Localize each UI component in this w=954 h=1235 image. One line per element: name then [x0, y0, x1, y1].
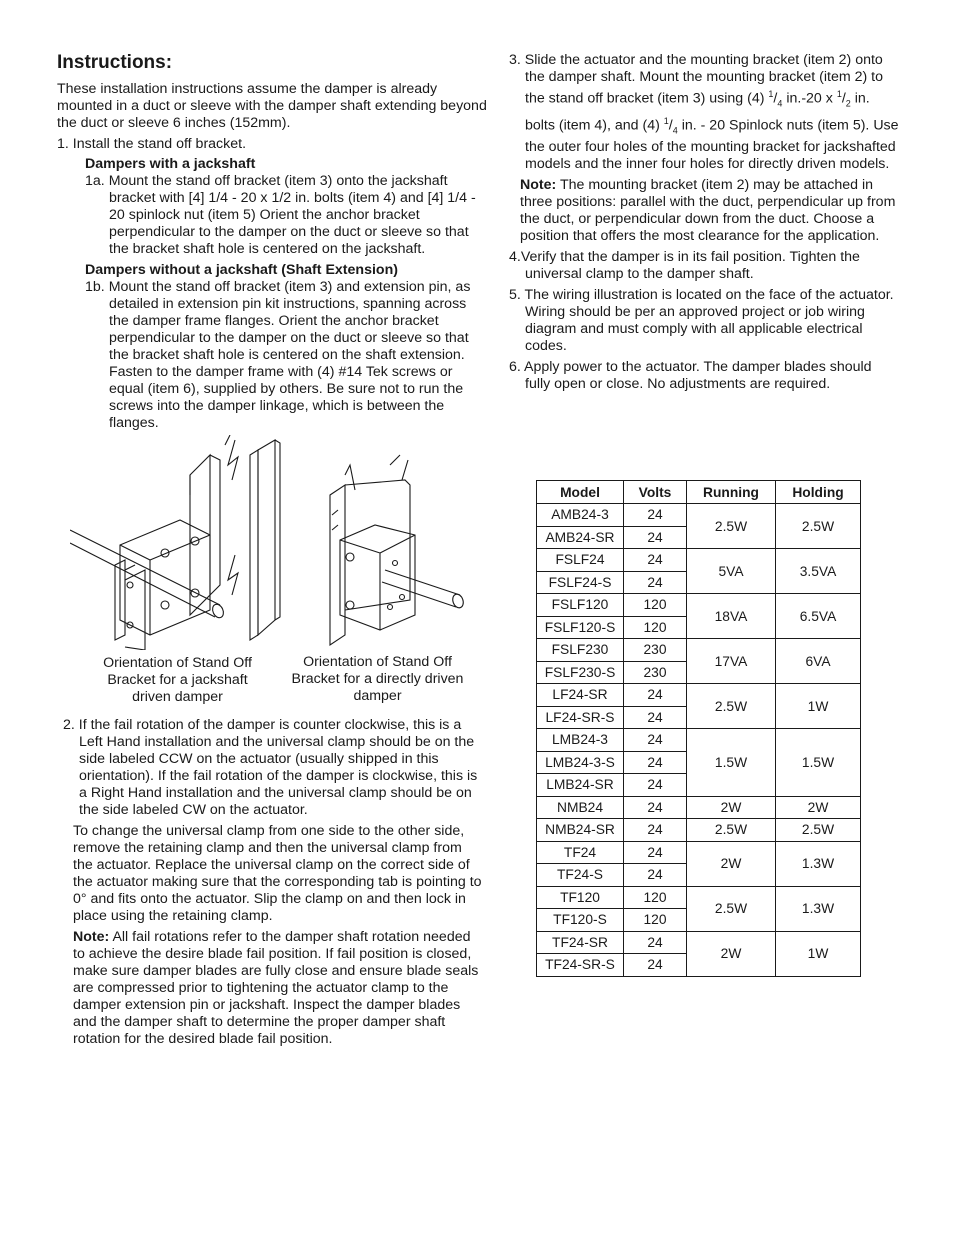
- holding-cell: 1.3W: [776, 886, 861, 931]
- holding-cell: 2.5W: [776, 504, 861, 549]
- running-cell: 2W: [687, 931, 776, 976]
- step-3-text-b: in.-20 x: [782, 90, 837, 107]
- volts-cell: 24: [624, 841, 687, 864]
- volts-cell: 24: [624, 504, 687, 527]
- header-model: Model: [537, 481, 624, 504]
- step-3-note-text: The mounting bracket (item 2) may be attached in three positions: parallel with the duct, perpendicular up from the duct, or perpendicular down from the duct. Choose a position that offers the most clearance for the application.: [520, 177, 896, 245]
- holding-cell: 1.5W: [776, 729, 861, 797]
- table-row: [537, 729, 861, 752]
- running-cell: 2.5W: [687, 819, 776, 842]
- table-row: [537, 796, 861, 819]
- holding-cell: 6.5VA: [776, 594, 861, 639]
- volts-cell: 24: [624, 819, 687, 842]
- note-label: Note:: [520, 177, 557, 194]
- jackshaft-heading: Dampers with a jackshaft: [85, 156, 256, 172]
- volts-cell: 24: [624, 526, 687, 549]
- intro-paragraph: These installation instructions assume the damper is already mounted in a duct or sleeve with the damper shaft extending beyond the duct or sleeve 6 inches (152mm).: [57, 81, 487, 131]
- step-2: 2. If the fail rotation of the damper is counter clockwise, this is a Left Hand installation and the universal clamp should be on the side labeled CCW on the actuator (usually shipped in this orientation). If the fail rotation of the damper is clockwise, this is a Right Hand installation and the universal clamp should be on the side labeled CW on the actuator.: [63, 717, 478, 818]
- model-cell: LF24-SR-S: [537, 706, 624, 729]
- direct-drive-bracket-illustration: [320, 435, 500, 650]
- table-row: [537, 886, 861, 909]
- model-cell: NMB24-SR: [537, 819, 624, 842]
- step-2-note-text: All fail rotations refer to the damper shaft rotation needed to achieve the desire blade fail position. If fail position is closed, make sure damper blades are fully close and ensure blade seals are compressed prior to tightening the actuator clamp to the damper extension pin or jackshaft. Inspect the damper blades and the damper shaft to determine the proper damper shaft rotation for the desired blade fail position.: [73, 929, 479, 1047]
- volts-cell: 24: [624, 931, 687, 954]
- volts-cell: 24: [624, 729, 687, 752]
- note-label: Note:: [73, 929, 110, 945]
- header-volts: Volts: [624, 481, 687, 504]
- model-cell: FSLF230-S: [537, 661, 624, 684]
- table-row: [537, 594, 861, 617]
- model-cell: TF120: [537, 886, 624, 909]
- table-row: [537, 841, 861, 864]
- model-cell: LMB24-3-S: [537, 751, 624, 774]
- holding-cell: 1W: [776, 684, 861, 729]
- header-holding: Holding: [776, 481, 861, 504]
- volts-cell: 24: [624, 684, 687, 707]
- step-6: 6. Apply power to the actuator. The damper blades should fully open or close. No adjustments are required.: [509, 359, 872, 393]
- volts-cell: 24: [624, 751, 687, 774]
- model-cell: NMB24: [537, 796, 624, 819]
- step-1a-number: 1a.: [85, 173, 105, 189]
- right-column: [509, 52, 899, 397]
- model-cell: FSLF230: [537, 639, 624, 662]
- table-row: [537, 639, 861, 662]
- no-jackshaft-heading: Dampers without a jackshaft (Shaft Extension): [85, 262, 398, 278]
- model-cell: FSLF120: [537, 594, 624, 617]
- volts-cell: 120: [624, 886, 687, 909]
- step-2-change-clamp: To change the universal clamp from one side to the other side, remove the retaining clamp and then the universal clamp from the actuator. Replace the universal clamp on the correct side of the actuator making sure that the corresponding tab is pointing to 0° and fits onto the actuator. Slip the clamp on and then lock in place using the retaining clamp.: [73, 823, 482, 924]
- jackshaft-bracket-illustration: [70, 435, 290, 650]
- page-title: Instructions:: [57, 52, 173, 73]
- volts-cell: 120: [624, 616, 687, 639]
- volts-cell: 230: [624, 661, 687, 684]
- model-cell: TF24-S: [537, 864, 624, 887]
- fraction-numerator: 1: [836, 89, 842, 99]
- running-cell: 17VA: [687, 639, 776, 684]
- holding-cell: 1.3W: [776, 841, 861, 886]
- volts-cell: 230: [624, 639, 687, 662]
- model-cell: TF120-S: [537, 909, 624, 932]
- table-row: [537, 549, 861, 572]
- volts-cell: 24: [624, 571, 687, 594]
- model-cell: AMB24-SR: [537, 526, 624, 549]
- model-cell: TF24-SR: [537, 931, 624, 954]
- fraction-denominator: 4: [672, 125, 678, 136]
- fraction-numerator: 1: [663, 115, 669, 126]
- holding-cell: 3.5VA: [776, 549, 861, 594]
- model-cell: LMB24-SR: [537, 774, 624, 797]
- step-3-text-a: 3. Slide the actuator and the mounting bracket (item 2) onto the damper shaft. Mount the mounting bracket (item 2) to the stand off bracket (item 3) using (4): [509, 52, 884, 107]
- figure-2-caption: Orientation of Stand Off Bracket for a directly driven damper: [291, 654, 464, 704]
- step-3: 3. Slide the actuator and the mounting bracket (item 2) onto the damper shaft. Mount the mounting bracket (item 2) to the stand off bracket (item 3) using (4) $^1/_4$ in.-20 x $^1/_2$ in. bolts (item 4), and (4) $^1/_4$ in. - 20 Spinlock nuts (item 5). Use the outer four holes of the mounting bracket for jackshafted models and the inner four holes for directly driven models.: [509, 52, 899, 173]
- fraction-numerator: 1: [768, 89, 774, 99]
- fraction-denominator: 2: [845, 98, 851, 109]
- step-4: 4.Verify that the damper is in its fail position. Tighten the universal clamp to the damper shaft.: [509, 249, 860, 283]
- step-1a: [85, 173, 487, 258]
- table-row: [537, 931, 861, 954]
- step-3-note: [520, 177, 899, 245]
- actuator-spec-table: [536, 480, 861, 977]
- holding-cell: 1W: [776, 931, 861, 976]
- step-2-note: [73, 929, 485, 1048]
- running-cell: 2W: [687, 841, 776, 886]
- volts-cell: 24: [624, 954, 687, 977]
- step-1b: [85, 279, 487, 432]
- running-cell: 2.5W: [687, 684, 776, 729]
- model-cell: FSLF24: [537, 549, 624, 572]
- volts-cell: 120: [624, 909, 687, 932]
- running-cell: 5VA: [687, 549, 776, 594]
- running-cell: 1.5W: [687, 729, 776, 797]
- step-1a-text: Mount the stand off bracket (item 3) onto the jackshaft bracket with [4] 1/4 - 20 x 1/2 in. bolts (item 4) and [4] 1/4 - 20 spinlock nut (item 5) Orient the anchor bracket perpendicular to the damper on the duct or sleeve so that the bracket shaft hole is centered on the jackshaft.: [108, 173, 476, 257]
- model-cell: FSLF120-S: [537, 616, 624, 639]
- running-cell: 2.5W: [687, 886, 776, 931]
- model-cell: AMB24-3: [537, 504, 624, 527]
- running-cell: 2.5W: [687, 504, 776, 549]
- holding-cell: 2W: [776, 796, 861, 819]
- holding-cell: 2.5W: [776, 819, 861, 842]
- header-running: Running: [687, 481, 776, 504]
- running-cell: 2W: [687, 796, 776, 819]
- model-cell: TF24: [537, 841, 624, 864]
- step-1: 1. Install the stand off bracket.: [57, 136, 247, 152]
- step-2-block: [57, 717, 485, 1048]
- table-row: [537, 504, 861, 527]
- bracket-figures: [70, 435, 490, 710]
- volts-cell: 24: [624, 706, 687, 729]
- model-cell: TF24-SR-S: [537, 954, 624, 977]
- step-5: 5. The wiring illustration is located on the face of the actuator. Wiring should be per an approved project or job wiring diagram and must comply with all applicable electrical codes.: [509, 287, 894, 355]
- step-1b-text: Mount the stand off bracket (item 3) and extension pin, as detailed in extension pin kit instructions, spanning across the damper frame flanges. Orient the anchor bracket perpendicular to the damper on the duct or sleeve so that the bracket shaft hole is centered on the shaft extension. Fasten to the damper frame with (4) #14 Tek screws or equal (item 6), supplied by others. Be sure not to run the screws into the damper linkage, which is between the flanges.: [108, 279, 471, 431]
- model-cell: FSLF24-S: [537, 571, 624, 594]
- volts-cell: 24: [624, 774, 687, 797]
- volts-cell: 120: [624, 594, 687, 617]
- table-row: [537, 819, 861, 842]
- holding-cell: 6VA: [776, 639, 861, 684]
- volts-cell: 24: [624, 549, 687, 572]
- fraction-denominator: 4: [777, 98, 783, 109]
- left-column: [57, 52, 487, 432]
- table-row: [537, 684, 861, 707]
- model-cell: LF24-SR: [537, 684, 624, 707]
- step-3-text-c: in. bolts (item 4), and (4): [525, 90, 870, 134]
- step-1b-number: 1b.: [85, 279, 105, 295]
- volts-cell: 24: [624, 796, 687, 819]
- table-header-row: [537, 481, 861, 504]
- running-cell: 18VA: [687, 594, 776, 639]
- volts-cell: 24: [624, 864, 687, 887]
- figure-1-caption: Orientation of Stand Off Bracket for a jackshaft driven damper: [103, 655, 252, 705]
- model-cell: LMB24-3: [537, 729, 624, 752]
- step-3-text-d: in. - 20 Spinlock nuts (item 5). Use the outer four holes of the mounting bracket for jackshafted models and the inner four holes for directly driven models.: [525, 117, 899, 173]
